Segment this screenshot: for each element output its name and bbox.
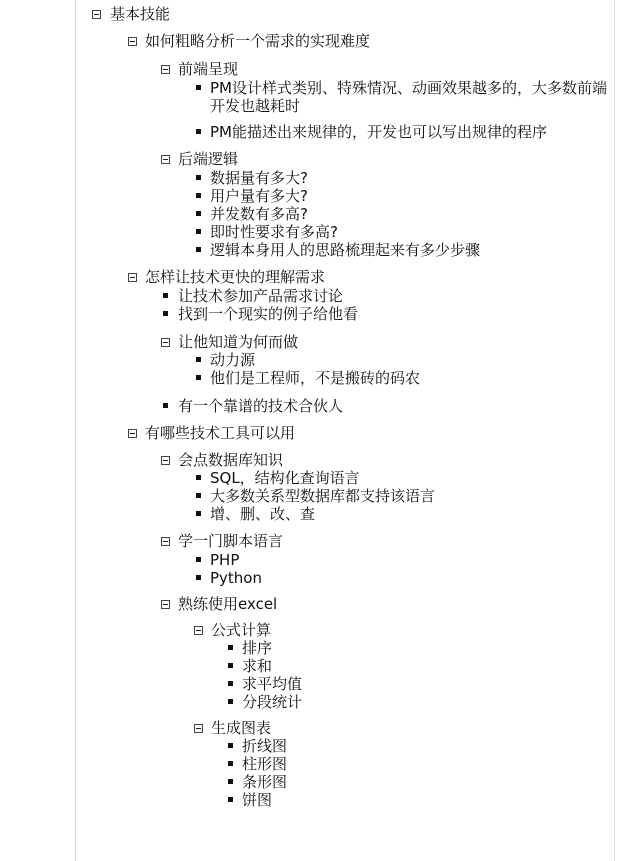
collapse-icon[interactable] — [161, 456, 170, 465]
section-title: 如何粗略分析一个需求的实现难度 — [145, 32, 371, 50]
list-item: 即时性要求有多高? — [210, 223, 338, 241]
collapse-icon[interactable] — [128, 429, 137, 438]
subsection-title: 前端呈现 — [178, 60, 239, 78]
list-item: 数据量有多大? — [210, 169, 308, 187]
list-item: PM能描述出来规律的，开发也可以写出规律的程序 — [210, 123, 547, 141]
list-item: 分段统计 — [242, 693, 303, 711]
list-item: 他们是工程师，不是搬砖的码农 — [210, 369, 421, 387]
collapse-icon[interactable] — [128, 37, 137, 46]
bullet-icon — [196, 575, 201, 580]
bullet-icon — [228, 663, 233, 668]
left-margin-rule — [75, 0, 76, 861]
bullet-icon — [196, 129, 201, 134]
bullet-icon — [196, 229, 201, 234]
bullet-icon — [196, 357, 201, 362]
bullet-icon — [196, 475, 201, 480]
bullet-icon — [196, 193, 201, 198]
list-item: 增、删、改、查 — [210, 505, 316, 523]
collapse-icon[interactable] — [194, 626, 203, 635]
collapse-icon[interactable] — [161, 600, 170, 609]
list-item: 有一个靠谱的技术合伙人 — [178, 397, 344, 415]
bullet-icon — [196, 375, 201, 380]
collapse-icon[interactable] — [161, 537, 170, 546]
bullet-icon — [196, 175, 201, 180]
bullet-icon — [196, 511, 201, 516]
right-margin-rule — [614, 0, 615, 861]
list-item: PM设计样式类别、特殊情况、动画效果越多的，大多数前端开发也越耗时 — [210, 79, 607, 115]
bullet-icon — [163, 403, 168, 408]
list-item: PHP — [210, 551, 240, 569]
collapse-icon[interactable] — [161, 65, 170, 74]
subsection-title: 学一门脚本语言 — [178, 532, 284, 550]
collapse-icon[interactable] — [161, 155, 170, 164]
list-item: 动力源 — [210, 351, 256, 369]
bullet-icon — [228, 645, 233, 650]
bullet-icon — [228, 797, 233, 802]
bullet-icon — [228, 681, 233, 686]
subsection-title: 后端逻辑 — [178, 150, 239, 168]
bullet-icon — [196, 211, 201, 216]
group-title: 生成图表 — [211, 719, 272, 737]
list-item: 并发数有多高? — [210, 205, 308, 223]
bullet-icon — [196, 493, 201, 498]
list-item: 柱形图 — [242, 755, 288, 773]
collapse-icon[interactable] — [128, 273, 137, 282]
bullet-icon — [228, 779, 233, 784]
bullet-icon — [163, 293, 168, 298]
section-title: 怎样让技术更快的理解需求 — [145, 268, 326, 286]
subsection-title: 让他知道为何而做 — [178, 333, 299, 351]
outline-root-title: 基本技能 — [110, 5, 171, 23]
list-item: 用户量有多大? — [210, 187, 308, 205]
bullet-icon — [228, 761, 233, 766]
collapse-icon[interactable] — [92, 10, 101, 19]
bullet-icon — [228, 743, 233, 748]
bullet-icon — [163, 311, 168, 316]
list-item: 求平均值 — [242, 675, 303, 693]
group-title: 公式计算 — [211, 621, 272, 639]
list-item: 找到一个现实的例子给他看 — [178, 305, 359, 323]
bullet-icon — [196, 85, 201, 90]
list-item: 折线图 — [242, 737, 288, 755]
list-item: 逻辑本身用人的思路梳理起来有多少步骤 — [210, 241, 481, 259]
bullet-icon — [196, 557, 201, 562]
subsection-title: 会点数据库知识 — [178, 451, 284, 469]
list-item: 让技术参加产品需求讨论 — [178, 287, 344, 305]
list-item: SQL，结构化查询语言 — [210, 469, 360, 487]
list-item: 条形图 — [242, 773, 288, 791]
list-item: 求和 — [242, 657, 273, 675]
collapse-icon[interactable] — [194, 724, 203, 733]
list-item: 饼图 — [242, 791, 273, 809]
bullet-icon — [196, 247, 201, 252]
list-item: 大多数关系型数据库都支持该语言 — [210, 487, 436, 505]
collapse-icon[interactable] — [161, 338, 170, 347]
section-title: 有哪些技术工具可以用 — [145, 424, 296, 442]
list-item: 排序 — [242, 639, 273, 657]
subsection-title: 熟练使用excel — [178, 595, 278, 613]
bullet-icon — [228, 699, 233, 704]
list-item: Python — [210, 569, 262, 587]
